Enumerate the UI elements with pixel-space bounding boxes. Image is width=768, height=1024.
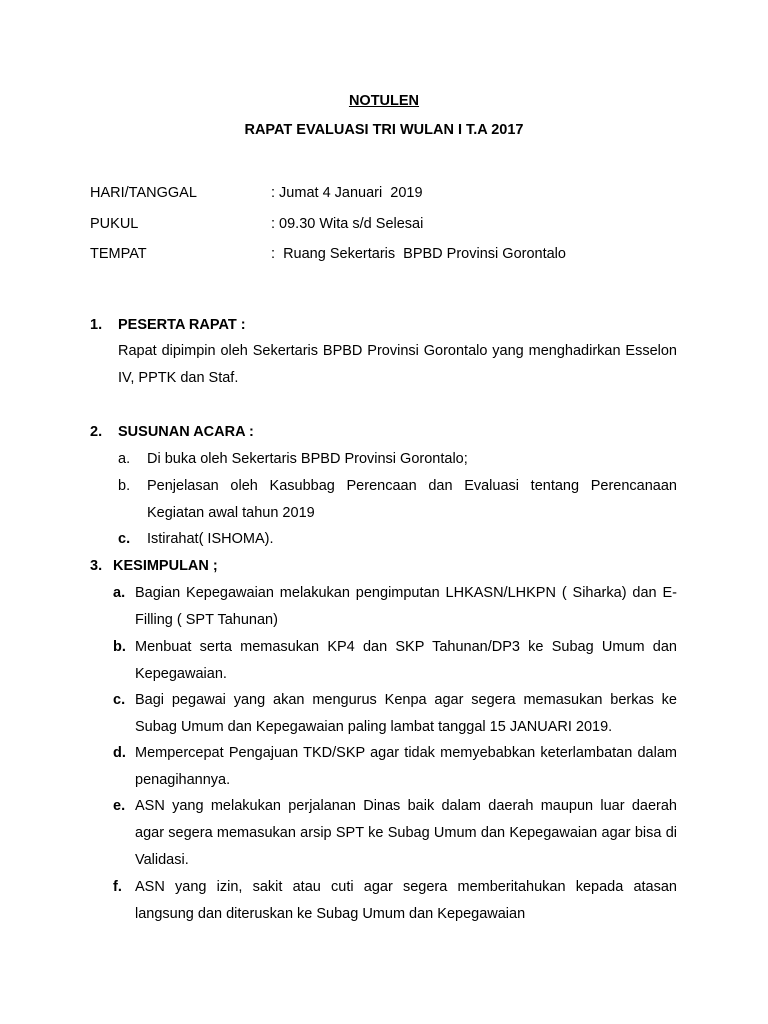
- list-item-text: Penjelasan oleh Kasubbag Perencaan dan Evaluasi tentang Perencanaan Kegiatan awal tahun 2019: [147, 478, 677, 521]
- section-paragraph: Rapat dipimpin oleh Sekertaris BPBD Provinsi Gorontalo yang menghadirkan Esselon IV, PPTK dan Staf.: [118, 343, 677, 386]
- list-marker: b.: [118, 478, 131, 494]
- list-item-text: ASN yang melakukan perjalanan Dinas baik dalam daerah maupun luar daerah agar segera memasukan arsip SPT ke Subag Umum dan Kepegawaian agar bisa di Validasi.: [135, 798, 677, 868]
- section-number: 1.: [90, 317, 103, 333]
- section-title-kesimpulan: KESIMPULAN ;: [113, 558, 218, 574]
- section-title-peserta: PESERTA RAPAT :: [118, 317, 246, 333]
- list-marker: a.: [118, 451, 131, 467]
- meta-value: : Ruang Sekertaris BPBD Provinsi Gorontalo: [271, 246, 566, 262]
- list-marker: a.: [113, 585, 126, 601]
- list-marker: f.: [113, 879, 122, 895]
- section-number: 3.: [90, 558, 103, 574]
- meta-label: HARI/TANGGAL: [90, 185, 197, 201]
- meta-value: : Jumat 4 Januari 2019: [271, 185, 423, 201]
- list-marker: c.: [113, 692, 126, 708]
- list-item-text: Bagi pegawai yang akan mengurus Kenpa agar segera memasukan berkas ke Subag Umum dan Kepegawaian paling lambat tanggal 15 JANUARI 2019.: [135, 692, 677, 735]
- document-subtitle: RAPAT EVALUASI TRI WULAN I T.A 2017: [244, 122, 524, 138]
- list-marker: d.: [113, 745, 126, 761]
- section-title-susunan-acara: SUSUNAN ACARA :: [118, 424, 254, 440]
- list-item-text: Istirahat( ISHOMA).: [147, 531, 274, 547]
- meta-value: : 09.30 Wita s/d Selesai: [271, 216, 424, 232]
- list-item-text: ASN yang izin, sakit atau cuti agar segera memberitahukan kepada atasan langsung dan diteruskan ke Subag Umum dan Kepegawaian: [135, 879, 677, 922]
- list-marker: e.: [113, 798, 126, 814]
- list-marker: c.: [118, 531, 131, 547]
- list-item-text: Bagian Kepegawaian melakukan pengimputan LHKASN/LHKPN ( Siharka) dan E-Filling ( SPT Tahunan): [135, 585, 677, 628]
- list-item-text: Mempercepat Pengajuan TKD/SKP agar tidak memyebabkan keterlambatan dalam penagihannya.: [135, 745, 677, 788]
- list-marker: b.: [113, 639, 126, 655]
- meta-label: PUKUL: [90, 216, 139, 232]
- document-title: NOTULEN: [348, 93, 420, 109]
- list-item-text: Menbuat serta memasukan KP4 dan SKP Tahunan/DP3 ke Subag Umum dan Kepegawaian.: [135, 639, 677, 682]
- meta-label: TEMPAT: [90, 246, 147, 262]
- list-item-text: Di buka oleh Sekertaris BPBD Provinsi Gorontalo;: [147, 451, 468, 467]
- section-number: 2.: [90, 424, 103, 440]
